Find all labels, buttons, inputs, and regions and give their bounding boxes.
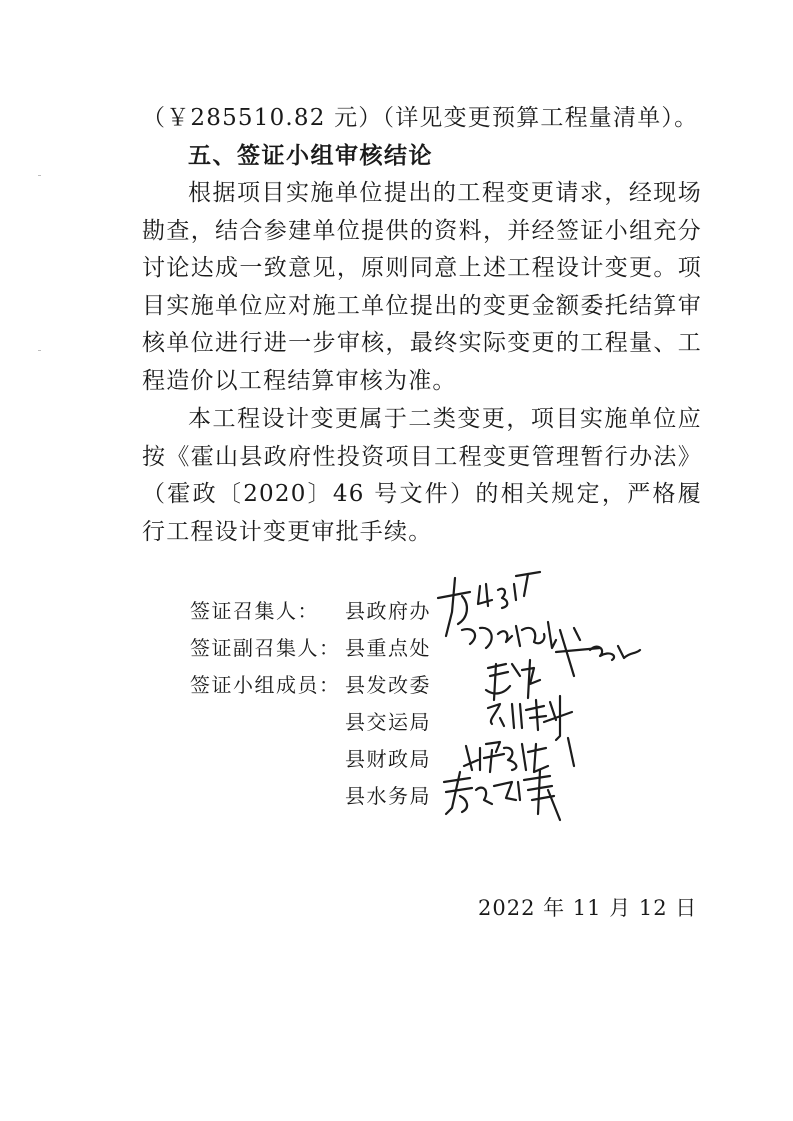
signature-4 <box>488 696 572 740</box>
signatory-unit: 县交运局 <box>345 710 431 734</box>
section-heading: 五、签证小组审核结论 <box>188 142 433 169</box>
signature-2 <box>462 622 640 676</box>
signature-6 <box>444 770 560 820</box>
signatory-role: 签证召集人： <box>190 599 319 623</box>
signatory-role: 签证副召集人： <box>190 636 341 660</box>
signature-3 <box>486 660 540 700</box>
signature-1 <box>438 572 540 636</box>
signature-5 <box>464 738 574 772</box>
amount-line: （￥285510.82 元）（详见变更预算工程量清单）。 <box>142 105 699 131</box>
signatory-unit: 县财政局 <box>345 747 431 771</box>
signatory-role: 签证小组成员： <box>190 673 341 697</box>
signatory-unit: 县政府办 <box>345 599 431 623</box>
change-type-paragraph: 本工程设计变更属于二类变更，项目实施单位应按《霍山县政府性投资项目工程变更管理暂行办法》（霍政〔2020〕46 号文件）的相关规定，严格履行工程设计变更审批手续。 <box>142 406 702 545</box>
signatory-unit: 县水务局 <box>345 784 431 808</box>
document-date: 2022 年 11 月 12 日 <box>478 896 698 920</box>
scan-speck <box>38 175 41 176</box>
conclusion-paragraph: 根据项目实施单位提出的工程变更请求，经现场勘查，结合参建单位提供的资料，并经签证小组充分讨论达成一致意见，原则同意上述工程设计变更。项目实施单位应对施工单位提出的变更金额委托结算审核单位进行进一步审核，最终实际变更的工程量、工程造价以工程结算审核为准。 <box>142 180 702 394</box>
signatory-unit: 县重点处 <box>345 636 431 660</box>
scan-speck <box>38 350 41 351</box>
signatory-unit: 县发改委 <box>345 673 431 697</box>
